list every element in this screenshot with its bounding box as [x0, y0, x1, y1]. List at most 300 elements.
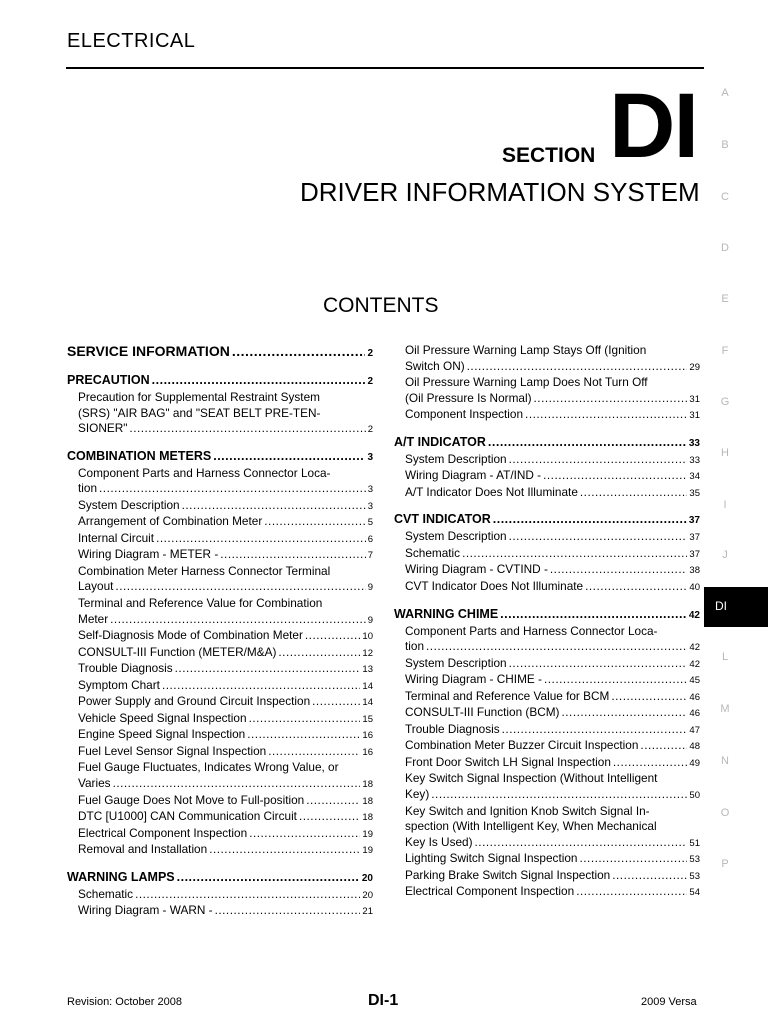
- toc-page-number: 3: [367, 484, 373, 496]
- toc-leader-dots: [152, 372, 366, 388]
- toc-leader-dots: [475, 835, 688, 851]
- toc-entry[interactable]: [67, 694, 373, 711]
- toc-entry-title: Wiring Diagram - AT/IND -: [405, 468, 542, 483]
- toc-entry-title: Wiring Diagram - CVTIND -: [405, 562, 548, 577]
- toc-entry-row: [78, 678, 373, 695]
- toc-leader-dots: [232, 343, 366, 359]
- toc-entry[interactable]: [394, 884, 700, 901]
- toc-entry-row: [405, 755, 700, 772]
- toc-entry-row: [405, 884, 700, 901]
- toc-page-number: 33: [688, 437, 700, 449]
- toc-heading-title: WARNING LAMPS: [67, 869, 175, 884]
- toc-entry-line: Oil Pressure Warning Lamp Stays Off (Ignition: [405, 343, 647, 357]
- toc-entry-row: [78, 645, 373, 662]
- toc-entry[interactable]: [67, 645, 373, 662]
- toc-entry[interactable]: [67, 809, 373, 826]
- toc-leader-dots: [431, 787, 687, 803]
- toc-leader-dots: [509, 529, 688, 545]
- toc-leader-dots: [175, 661, 361, 677]
- toc-page-number: 20: [361, 872, 373, 884]
- toc-leader-dots: [550, 562, 688, 578]
- toc-leader-dots: [213, 448, 365, 464]
- toc-entry[interactable]: [67, 564, 373, 596]
- toc-entry-line: spection (With Intelligent Key, When Mechanical: [405, 819, 657, 834]
- toc-leader-dots: [182, 498, 366, 514]
- toc-page-number: 42: [689, 658, 700, 670]
- toc-leader-dots: [312, 694, 360, 710]
- toc-entry-row: [405, 689, 700, 706]
- side-nav-tab[interactable]: D: [721, 242, 729, 254]
- toc-entry-title: Layout: [78, 579, 114, 594]
- side-nav-tab-active[interactable]: [704, 587, 768, 627]
- toc-entry-row: [78, 661, 373, 678]
- toc-entry[interactable]: [67, 793, 373, 810]
- toc-page-number: 54: [689, 887, 700, 899]
- header-rule: [66, 67, 704, 69]
- toc-leader-dots: [426, 639, 687, 655]
- toc-entry[interactable]: [394, 468, 700, 485]
- toc-page-number: 15: [362, 713, 373, 725]
- toc-entry[interactable]: [394, 771, 700, 803]
- toc-leader-dots: [612, 868, 687, 884]
- toc-page-number: 31: [689, 410, 700, 422]
- toc-page-number: 48: [689, 741, 700, 753]
- toc-right-column: [394, 343, 700, 901]
- toc-entry-title: Front Door Switch LH Signal Inspection: [405, 754, 611, 769]
- toc-entry[interactable]: [394, 343, 700, 375]
- toc-entry-line: Precaution for Supplemental Restraint System: [78, 390, 320, 404]
- toc-leader-dots: [249, 711, 361, 727]
- toc-entry[interactable]: [394, 656, 700, 673]
- side-nav-tab[interactable]: B: [721, 139, 729, 151]
- toc-entry-row: [78, 776, 373, 793]
- toc-left-column: [67, 343, 373, 920]
- toc-entry-title: System Description: [405, 655, 507, 670]
- toc-entry[interactable]: [67, 596, 373, 628]
- toc-heading[interactable]: [67, 343, 373, 362]
- toc-entry-title: Parking Brake Switch Signal Inspection: [405, 867, 611, 882]
- toc-entry-row: [405, 868, 700, 885]
- section-code: DI: [609, 75, 697, 177]
- toc-heading-row: [394, 511, 700, 529]
- toc-page-number: 3: [367, 451, 373, 463]
- toc-entry-title: Schematic: [405, 545, 461, 560]
- toc-entry-line: (SRS) "AIR BAG" and "SEAT BELT PRE-TEN-: [78, 405, 321, 420]
- toc-heading[interactable]: [394, 511, 700, 529]
- toc-leader-dots: [215, 903, 361, 919]
- toc-entry-title: Arrangement of Combination Meter: [78, 514, 263, 529]
- toc-page-number: 37: [689, 548, 700, 560]
- toc-entry-row: [78, 727, 373, 744]
- toc-page-number: 9: [367, 582, 373, 594]
- toc-entry-title: Key): [405, 787, 430, 802]
- toc-heading-row: [394, 606, 700, 624]
- toc-entry[interactable]: [394, 804, 700, 852]
- toc-entry[interactable]: [394, 672, 700, 689]
- toc-entry-title: Fuel Level Sensor Signal Inspection: [78, 743, 267, 758]
- toc-entry-row: [405, 705, 700, 722]
- toc-leader-dots: [249, 826, 360, 842]
- footer-revision: Revision: October 2008: [67, 996, 182, 1008]
- toc-entry-row: [78, 744, 373, 761]
- toc-page-number: 9: [367, 614, 373, 626]
- side-nav-tab[interactable]: N: [721, 755, 729, 767]
- toc-entry-title: CONSULT-III Function (BCM): [405, 705, 560, 720]
- toc-entry[interactable]: [394, 868, 700, 885]
- toc-page-number: 46: [689, 691, 700, 703]
- toc-leader-dots: [220, 547, 365, 563]
- toc-leader-dots: [299, 809, 360, 825]
- toc-heading-title: A/T INDICATOR: [394, 434, 486, 449]
- toc-page-number: 37: [688, 515, 700, 527]
- toc-leader-dots: [306, 793, 360, 809]
- toc-entry-title: Meter: [78, 611, 109, 626]
- toc-page-number: 14: [362, 680, 373, 692]
- toc-entry-row: [405, 391, 700, 408]
- toc-leader-dots: [493, 511, 687, 527]
- toc-leader-dots: [247, 727, 360, 743]
- toc-entry-line: Key Switch and Ignition Knob Switch Signal In-: [405, 803, 650, 818]
- toc-entry-row: [78, 826, 373, 843]
- toc-entry-line: Component Parts and Harness Connector Loca-: [78, 465, 331, 480]
- toc-entry-row: [78, 531, 373, 548]
- toc-entry[interactable]: [67, 826, 373, 843]
- toc-entry[interactable]: [67, 727, 373, 744]
- toc-page-number: 53: [689, 854, 700, 866]
- toc-entry-title: Wiring Diagram - METER -: [78, 547, 219, 562]
- toc-leader-dots: [209, 842, 360, 858]
- side-nav-tab[interactable]: M: [720, 703, 730, 715]
- toc-entry[interactable]: [67, 661, 373, 678]
- toc-entry-row: [405, 485, 700, 502]
- side-nav-tab[interactable]: I: [723, 499, 727, 511]
- toc-heading[interactable]: [67, 372, 373, 390]
- toc-heading-row: [67, 448, 373, 466]
- toc-entry-row: [78, 694, 373, 711]
- toc-heading-title: CVT INDICATOR: [394, 512, 491, 527]
- toc-entry-title: Self-Diagnosis Mode of Combination Meter: [78, 628, 303, 643]
- toc-entry-title: Engine Speed Signal Inspection: [78, 727, 246, 742]
- toc-entry-title: Terminal and Reference Value for BCM: [405, 688, 610, 703]
- toc-entry-row: [78, 498, 373, 515]
- toc-entry-row: [405, 656, 700, 673]
- toc-leader-dots: [305, 628, 361, 644]
- toc-entry-row: [78, 547, 373, 564]
- toc-heading[interactable]: [67, 448, 373, 466]
- toc-leader-dots: [543, 468, 687, 484]
- toc-page-number: 51: [689, 837, 700, 849]
- toc-entry[interactable]: [394, 375, 700, 407]
- toc-entry-title: Wiring Diagram - CHIME -: [405, 672, 542, 687]
- toc-entry[interactable]: [394, 851, 700, 868]
- toc-entry-row: [405, 787, 700, 804]
- toc-entry-row: [405, 407, 700, 424]
- toc-entry-title: System Description: [405, 451, 507, 466]
- toc-entry-line: Combination Meter Harness Connector Terminal: [78, 563, 331, 578]
- toc-entry-row: [405, 452, 700, 469]
- toc-page-number: 53: [689, 870, 700, 882]
- toc-entry-title: Symptom Chart: [78, 677, 160, 692]
- contents-title: CONTENTS: [323, 294, 439, 317]
- toc-page-number: 42: [689, 642, 700, 654]
- toc-entry-title: CVT Indicator Does Not Illuminate: [405, 579, 584, 594]
- toc-entry-title: DTC [U1000] CAN Communication Circuit: [78, 809, 297, 824]
- toc-entry-title: tion: [78, 481, 98, 496]
- toc-heading[interactable]: [394, 606, 700, 624]
- toc-entry[interactable]: [67, 678, 373, 695]
- toc-leader-dots: [115, 579, 365, 595]
- toc-entry-title: Schematic: [78, 886, 134, 901]
- toc-entry-row: [78, 481, 373, 498]
- toc-entry-title: (Oil Pressure Is Normal): [405, 390, 532, 405]
- toc-page-number: 49: [689, 757, 700, 769]
- toc-page-number: 18: [362, 812, 373, 824]
- toc-leader-dots: [613, 755, 688, 771]
- toc-leader-dots: [611, 689, 687, 705]
- toc-page-number: 31: [689, 393, 700, 405]
- toc-entry-title: CONSULT-III Function (METER/M&A): [78, 644, 277, 659]
- toc-page-number: 2: [367, 424, 373, 436]
- toc-heading-title: PRECAUTION: [67, 373, 150, 387]
- toc-heading-title: COMBINATION METERS: [67, 448, 212, 463]
- toc-entry-row: [405, 738, 700, 755]
- toc-page-number: 7: [367, 550, 373, 562]
- toc-entry[interactable]: [394, 722, 700, 739]
- toc-page-number: 5: [367, 517, 373, 529]
- toc-leader-dots: [488, 434, 687, 450]
- toc-page-number: 14: [362, 697, 373, 709]
- toc-entry-row: [405, 722, 700, 739]
- side-nav-tab[interactable]: F: [721, 345, 729, 357]
- toc-entry[interactable]: [67, 514, 373, 531]
- toc-entry-title: Lighting Switch Signal Inspection: [405, 851, 578, 866]
- toc-page-number: 12: [362, 647, 373, 659]
- toc-entry-title: A/T Indicator Does Not Illuminate: [405, 484, 578, 499]
- toc-entry-title: System Description: [405, 529, 507, 544]
- toc-leader-dots: [268, 744, 360, 760]
- toc-leader-dots: [509, 656, 688, 672]
- toc-entry[interactable]: [394, 407, 700, 424]
- toc-entry-title: Trouble Diagnosis: [405, 721, 500, 736]
- toc-page-number: 33: [689, 454, 700, 466]
- toc-entry-title: Varies: [78, 776, 111, 791]
- toc-entry-row: [405, 359, 700, 376]
- toc-leader-dots: [640, 738, 687, 754]
- toc-heading-title: SERVICE INFORMATION: [67, 343, 230, 359]
- toc-entry[interactable]: [394, 755, 700, 772]
- toc-leader-dots: [544, 672, 687, 688]
- side-nav-tab[interactable]: O: [720, 807, 730, 819]
- toc-leader-dots: [576, 884, 687, 900]
- toc-page-number: 18: [362, 779, 373, 791]
- toc-entry-row: [78, 711, 373, 728]
- toc-entry-title: Vehicle Speed Signal Inspection: [78, 710, 247, 725]
- toc-entry-row: [78, 842, 373, 859]
- toc-entry-row: [78, 612, 373, 629]
- toc-page-number: 29: [689, 361, 700, 373]
- toc-entry[interactable]: [394, 624, 700, 656]
- toc-page-number: 42: [688, 609, 700, 621]
- toc-page-number: 10: [362, 631, 373, 643]
- toc-page-number: 16: [362, 730, 373, 742]
- toc-entry-row: [78, 793, 373, 810]
- toc-heading-row: [67, 869, 373, 887]
- toc-leader-dots: [162, 678, 360, 694]
- toc-entry[interactable]: [394, 546, 700, 563]
- toc-entry-row: [405, 562, 700, 579]
- section-label: SECTION: [502, 144, 596, 167]
- footer-model: 2009 Versa: [641, 996, 697, 1008]
- toc-leader-dots: [278, 645, 360, 661]
- footer-page-number: DI-1: [368, 992, 399, 1009]
- toc-leader-dots: [135, 887, 360, 903]
- toc-entry-row: [78, 514, 373, 531]
- toc-leader-dots: [99, 481, 366, 497]
- toc-entry-line: Terminal and Reference Value for Combination: [78, 596, 323, 611]
- toc-entry[interactable]: [67, 760, 373, 792]
- toc-entry-title: tion: [405, 639, 425, 654]
- toc-entry-row: [405, 851, 700, 868]
- toc-page-number: 16: [362, 746, 373, 758]
- side-nav-tab[interactable]: P: [721, 858, 729, 870]
- toc-entry-title: Component Inspection: [405, 407, 524, 422]
- toc-entry[interactable]: [67, 744, 373, 761]
- toc-page-number: 2: [367, 376, 373, 387]
- toc-page-number: 45: [689, 675, 700, 687]
- toc-entry-row: [405, 529, 700, 546]
- toc-entry-title: Switch ON): [405, 358, 465, 373]
- toc-heading-row: [394, 434, 700, 452]
- toc-page-number: 40: [689, 582, 700, 594]
- toc-page-number: 34: [689, 471, 700, 483]
- toc-page-number: 37: [689, 532, 700, 544]
- toc-entry-row: [78, 887, 373, 904]
- toc-entry[interactable]: [67, 903, 373, 920]
- toc-entry[interactable]: [394, 562, 700, 579]
- toc-page-number: 21: [362, 906, 373, 918]
- toc-leader-dots: [110, 612, 366, 628]
- side-nav-tab[interactable]: J: [722, 549, 728, 561]
- toc-entry-title: Combination Meter Buzzer Circuit Inspection: [405, 738, 639, 753]
- toc-entry-row: [405, 639, 700, 656]
- toc-entry-title: SIONER": [78, 421, 128, 436]
- toc-entry-line: Key Switch Signal Inspection (Without Intelligent: [405, 771, 658, 786]
- toc-leader-dots: [462, 546, 687, 562]
- side-nav-tab[interactable]: E: [721, 293, 729, 305]
- toc-entry-title: Trouble Diagnosis: [78, 661, 173, 676]
- toc-entry-line: Fuel Gauge Fluctuates, Indicates Wrong Value, or: [78, 760, 339, 775]
- toc-entry[interactable]: [67, 887, 373, 904]
- toc-entry[interactable]: [394, 529, 700, 546]
- toc-entry-title: Electrical Component Inspection: [405, 884, 575, 899]
- toc-leader-dots: [156, 531, 366, 547]
- toc-entry-row: [78, 809, 373, 826]
- toc-page-number: 18: [362, 795, 373, 807]
- toc-page-number: 50: [689, 790, 700, 802]
- toc-entry-title: Electrical Component Inspection: [78, 825, 248, 840]
- toc-entry-title: Key Is Used): [405, 834, 473, 849]
- toc-leader-dots: [129, 421, 365, 437]
- toc-entry[interactable]: [394, 579, 700, 596]
- toc-entry-title: Fuel Gauge Does Not Move to Full-position: [78, 792, 305, 807]
- toc-entry-row: [405, 546, 700, 563]
- toc-leader-dots: [525, 407, 687, 423]
- toc-heading-title: WARNING CHIME: [394, 606, 499, 621]
- side-nav-tab[interactable]: H: [721, 447, 729, 459]
- toc-entry[interactable]: [67, 711, 373, 728]
- side-nav-tab[interactable]: L: [721, 651, 729, 663]
- toc-entry-title: Internal Circuit: [78, 530, 155, 545]
- toc-entry[interactable]: [67, 628, 373, 645]
- toc-entry-row: [405, 835, 700, 852]
- side-nav-tab[interactable]: A: [721, 87, 729, 99]
- toc-page-number: 20: [362, 889, 373, 901]
- toc-entry[interactable]: [67, 547, 373, 564]
- toc-heading-row: [67, 372, 373, 390]
- toc-leader-dots: [113, 776, 361, 792]
- toc-page-number: 35: [689, 487, 700, 499]
- toc-entry[interactable]: [67, 466, 373, 498]
- toc-page-number: 19: [362, 845, 373, 857]
- toc-page-number: 46: [689, 708, 700, 720]
- toc-entry-row: [78, 628, 373, 645]
- toc-page-number: 38: [689, 565, 700, 577]
- toc-leader-dots: [177, 869, 360, 885]
- toc-page-number: 2: [367, 348, 373, 359]
- toc-page-number: 3: [367, 500, 373, 512]
- toc-entry[interactable]: [394, 689, 700, 706]
- toc-entry[interactable]: [394, 452, 700, 469]
- toc-entry-row: [405, 579, 700, 596]
- toc-entry-row: [405, 468, 700, 485]
- toc-entry[interactable]: [394, 705, 700, 722]
- toc-heading[interactable]: [67, 869, 373, 887]
- toc-entry-title: Wiring Diagram - WARN -: [78, 903, 213, 918]
- side-nav-label: DI: [715, 599, 727, 613]
- toc-page-number: 47: [689, 724, 700, 736]
- toc-page-number: 13: [362, 664, 373, 676]
- toc-heading[interactable]: [394, 434, 700, 452]
- toc-entry-row: [405, 672, 700, 689]
- header-title: ELECTRICAL: [67, 30, 196, 52]
- toc-entry[interactable]: [67, 842, 373, 859]
- side-nav-tab[interactable]: G: [720, 396, 730, 408]
- toc-entry[interactable]: [67, 531, 373, 548]
- toc-leader-dots: [467, 359, 688, 375]
- toc-leader-dots: [502, 722, 688, 738]
- toc-entry[interactable]: [394, 485, 700, 502]
- toc-leader-dots: [264, 514, 365, 530]
- toc-leader-dots: [579, 851, 687, 867]
- toc-heading-row: [67, 343, 373, 362]
- toc-entry[interactable]: [67, 498, 373, 515]
- toc-entry[interactable]: [67, 390, 373, 438]
- toc-entry-line: Oil Pressure Warning Lamp Does Not Turn Off: [405, 375, 648, 390]
- toc-entry-title: Power Supply and Ground Circuit Inspection: [78, 694, 311, 709]
- toc-entry-title: Removal and Installation: [78, 842, 208, 857]
- toc-entry-title: System Description: [78, 497, 180, 512]
- toc-page-number: 6: [367, 533, 373, 545]
- side-nav-tab[interactable]: C: [721, 191, 729, 203]
- toc-page-number: 19: [362, 828, 373, 840]
- toc-leader-dots: [580, 485, 688, 501]
- toc-entry[interactable]: [394, 738, 700, 755]
- toc-leader-dots: [500, 606, 687, 622]
- toc-leader-dots: [585, 579, 687, 595]
- toc-entry-line: Component Parts and Harness Connector Loca-: [405, 623, 658, 638]
- toc-leader-dots: [561, 705, 687, 721]
- toc-leader-dots: [534, 391, 688, 407]
